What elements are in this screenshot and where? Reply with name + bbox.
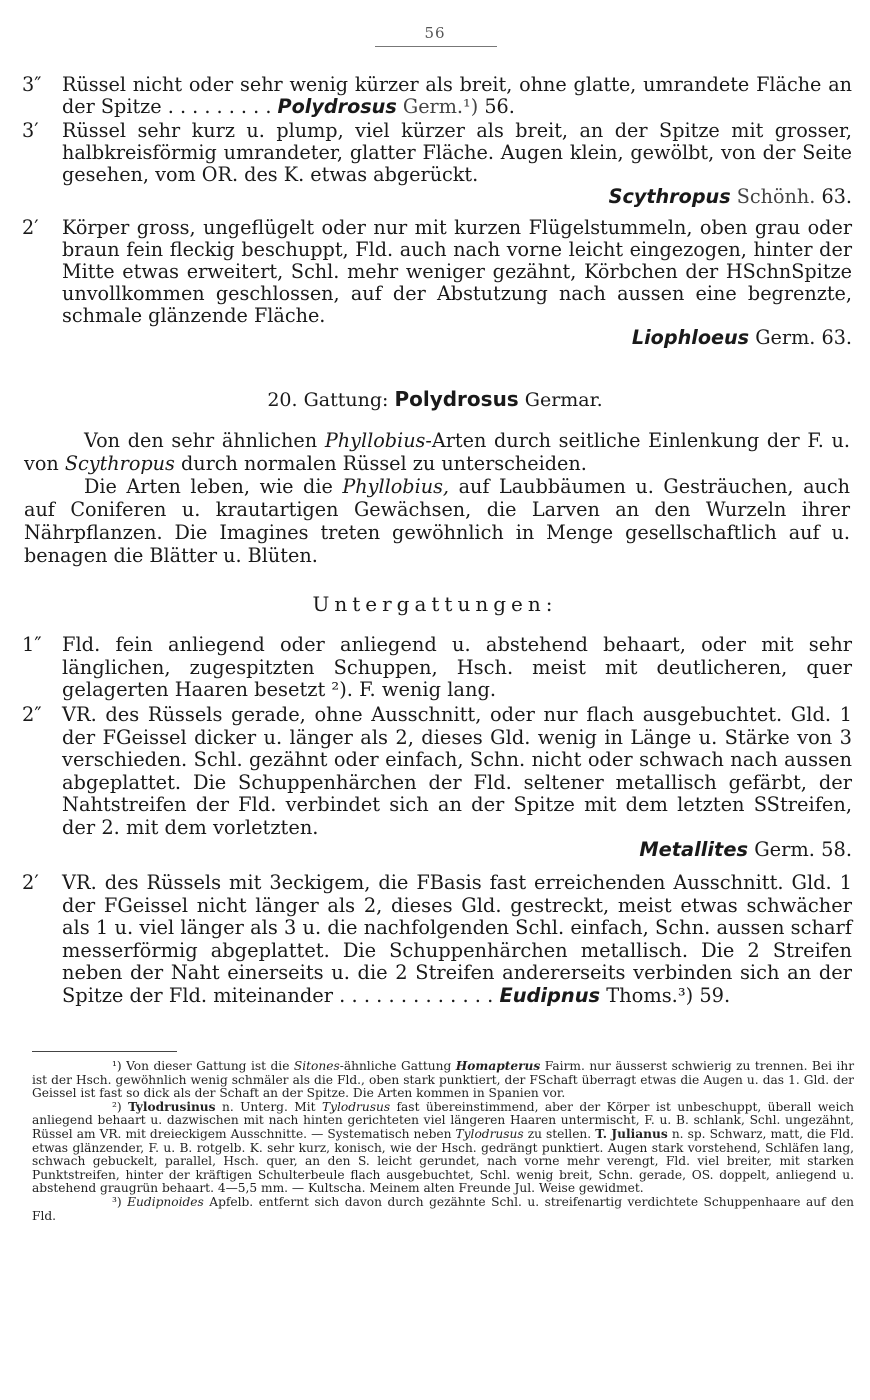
footnote-text: ³) <box>112 1194 122 1209</box>
footnote-genus: Tylodrusus <box>455 1126 524 1141</box>
intro-text: auf Laubbäumen u. Gesträuchen, auch auf Coniferen u. krautartigen Gewächsen, die Larven an den Wurzeln ihrer Nährpflanzen. Die Imagines treten gewöhnlich in Menge gesellschaftlich auf u. benagen die Blätter u. Blüten. <box>24 475 850 567</box>
footnote-2 <box>32 1101 854 1196</box>
key-marker: 2′ <box>22 216 39 239</box>
subgenus-entry-1-double <box>22 634 852 702</box>
footnote-genus: Sitones <box>293 1059 340 1073</box>
page-reference: 58. <box>821 838 852 861</box>
intro-paragraph-1 <box>24 429 850 475</box>
key-marker: 1″ <box>22 633 42 656</box>
intro-text: Die Arten leben, wie die <box>84 475 333 498</box>
genus-introduction <box>24 429 850 567</box>
key-text: Körper gross, ungeflügelt oder nur mit kurzen Flügelstummeln, oben grau oder braun fein fleckig beschuppt, Fld. auch nach vorne leicht eingezogen, hinter der Mitte etwas erweitert, Schl. mehr weniger gezähnt, Körbchen der HSchnSpitze unvollkommen geschlossen, auf der Abstutzung nach aussen eine begrenzte, schmale glänzende Fläche. <box>62 216 852 327</box>
page-reference: 59. <box>699 983 731 1007</box>
footnote-genus: Homapterus <box>455 1059 541 1073</box>
key-entry-2-single <box>22 217 852 349</box>
subgenera-heading: Untergattungen: <box>312 592 558 616</box>
footnote-genus: Tylodrusus <box>322 1099 391 1114</box>
key-text: VR. des Rüssels gerade, ohne Ausschnitt, oder nur flach ausgebuchtet. Gld. 1 der FGeissel dicker u. länger als 2, dieses Gld. wenig in Länge u. Stärke von 3 verschieden. Schl. gezähnt oder einfach, Schn. nicht oder schwach nach aussen abgeplattet. Die Schuppenhärchen der Fld. seltener metallisch gefärbt, der Nahtstreifen der Fld. verbindet sich an der Spitze mit dem letzten SStreifen, der 2. mit dem vorletzten. <box>62 703 852 839</box>
genus-name: Metallites <box>639 838 749 861</box>
intro-text: durch normalen Rüssel zu unterscheiden. <box>180 452 587 475</box>
header-rule <box>375 46 497 47</box>
intro-genus: Phyllobius, <box>342 475 450 498</box>
genus-name: Scythropus <box>608 185 731 208</box>
intro-text: -Arten durch seitliche Einlenkung der F. u. von <box>24 429 850 475</box>
footnote-1 <box>32 1060 854 1101</box>
footnote-text: fast übereinstimmend, aber der Körper ist unbeschuppt, überall weich anliegend behaart u. dazwischen mit nach hinten gerichteten viel längeren Haaren untermischt, F. u. B. schlank, Schl. ungezähnt, Rüssel am VR. mit dreieckigem Ausschnitte. — Systematisch neben <box>32 1099 855 1141</box>
key-marker: 3′ <box>22 119 39 142</box>
section-prefix: 20. Gattung: <box>267 389 389 411</box>
section-genus: Polydrosus <box>394 387 519 411</box>
footnote-rule <box>32 1051 177 1052</box>
intro-genus: Phyllobius <box>324 429 426 452</box>
intro-genus: Scythropus <box>64 452 175 475</box>
footnote-genus: Eudipnoides <box>127 1194 204 1209</box>
key-text: Rüssel sehr kurz u. plump, viel kürzer als breit, an der Spitze mit grosser, halbkreisförmig umrandeter, glatter Fläche. Augen klein, gewölbt, von der Seite gesehen, vom OR. des K. etwas abgerückt. <box>62 119 852 186</box>
intro-paragraph-2 <box>24 475 850 567</box>
footnote-text: ²) <box>112 1099 122 1114</box>
page-number: 56 <box>424 24 446 42</box>
footnote-genus: Tylodrusinus <box>128 1099 216 1114</box>
intro-text: Von den sehr ähnlichen <box>84 429 318 452</box>
footnote-text: ¹) Von dieser Gattung ist die <box>112 1059 290 1073</box>
section-heading <box>0 387 870 411</box>
genus-name: Polydrosus <box>277 95 397 118</box>
key-entry-3-single <box>22 120 852 208</box>
subgenus-entry-2-double <box>22 704 852 862</box>
genus-author: Schönh. <box>736 185 816 208</box>
page-reference: 56. <box>484 95 515 118</box>
key-marker: 2″ <box>22 703 42 726</box>
footnote-species: T. Julianus <box>595 1126 668 1141</box>
footnote-text: n. Unterg. Mit <box>221 1099 316 1114</box>
key-entry-3-double <box>22 74 852 118</box>
footnote-text: zu stellen. <box>527 1126 592 1141</box>
key-text: VR. des Rüssels mit 3eckigem, die FBasis fast erreichenden Ausschnitt. Gld. 1 der FGeissel nicht länger als 2, dieses Gld. gestreckt, meist etwas schwächer als 1 u. viel länger als 3 u. die nachfolgenden Schl. einfach, Schn. aussen scharf messerförmig abgeplattet. Die Schuppenhärchen metallisch. Die 2 Streifen neben der Naht einerseits u. die 2 Streifen andererseits verbinden sich an der Spitze der Fld. miteinander . . . . . . . . . . . . . <box>62 871 852 1007</box>
key-marker: 3″ <box>22 73 42 96</box>
subgenus-entry-2-single <box>22 872 852 1007</box>
footnote-text: Apfelb. entfernt sich davon durch gezähnte Schl. u. streifenartig verdichtete Schuppenhaare auf den Fld. <box>32 1194 855 1223</box>
footnote-text: n. sp. Schwarz, matt, die Fld. etwas glänzender, F. u. B. rotgelb. K. sehr kurz, konisch, wie der Hsch. gedrängt punktiert. Augen stark vorstehend, Schläfen lang, schwach gebuckelt, parallel, Hsch. quer, an den S. leicht gerundet, nach vorne mehr verengt, Fld. viel breiter, mit starken Punktstreifen, hinter der kräftigen Schulterbeule flach ausgebuchtet, Schl. wenig breit, Schn. gerade, OS. doppelt, anliegend u. abstehend graugrün behaart. 4—5,5 mm. — Kultscha. Meinem alten Freunde Jul. Weise gewidmet. <box>32 1126 855 1196</box>
genus-author: Germ.¹) <box>402 95 479 118</box>
footnote-text: -ähnliche Gattung <box>339 1059 452 1073</box>
genus-author: Germ. <box>754 838 815 861</box>
page-reference: 63. <box>821 326 852 349</box>
genus-name: Eudipnus <box>499 983 601 1007</box>
key-text: Fld. fein anliegend oder anliegend u. abstehend behaart, oder mit sehr länglichen, zugespitzten Schuppen, Hsch. meist mit deutlicheren, quer gelagerten Haaren besetzt ²). F. wenig lang. <box>62 633 852 701</box>
footnote-text: Fairm. nur äusserst schwierig zu trennen. Bei ihr ist der Hsch. gewöhnlich wenig schmäler als die Fld., oben stark punktiert, der FSchaft überragt etwas die Augen u. das 1. Gld. der Geissel ist fast so dick als der Schaft an der Spitze. Die Arten kommen in Spanien vor. <box>32 1059 855 1101</box>
footnotes <box>32 1060 854 1223</box>
key-marker: 2′ <box>22 871 39 894</box>
section-author: Germar. <box>524 389 603 411</box>
page-reference: 63. <box>821 185 852 208</box>
genus-author: Germ. <box>755 326 816 349</box>
key-text: Rüssel nicht oder sehr wenig kürzer als breit, ohne glatte, umrandete Fläche an der Spitze . . . . . . . . . <box>62 73 852 118</box>
genus-name: Liophloeus <box>631 326 750 349</box>
genus-author: Thoms.³) <box>606 983 694 1007</box>
footnote-3 <box>32 1196 854 1223</box>
